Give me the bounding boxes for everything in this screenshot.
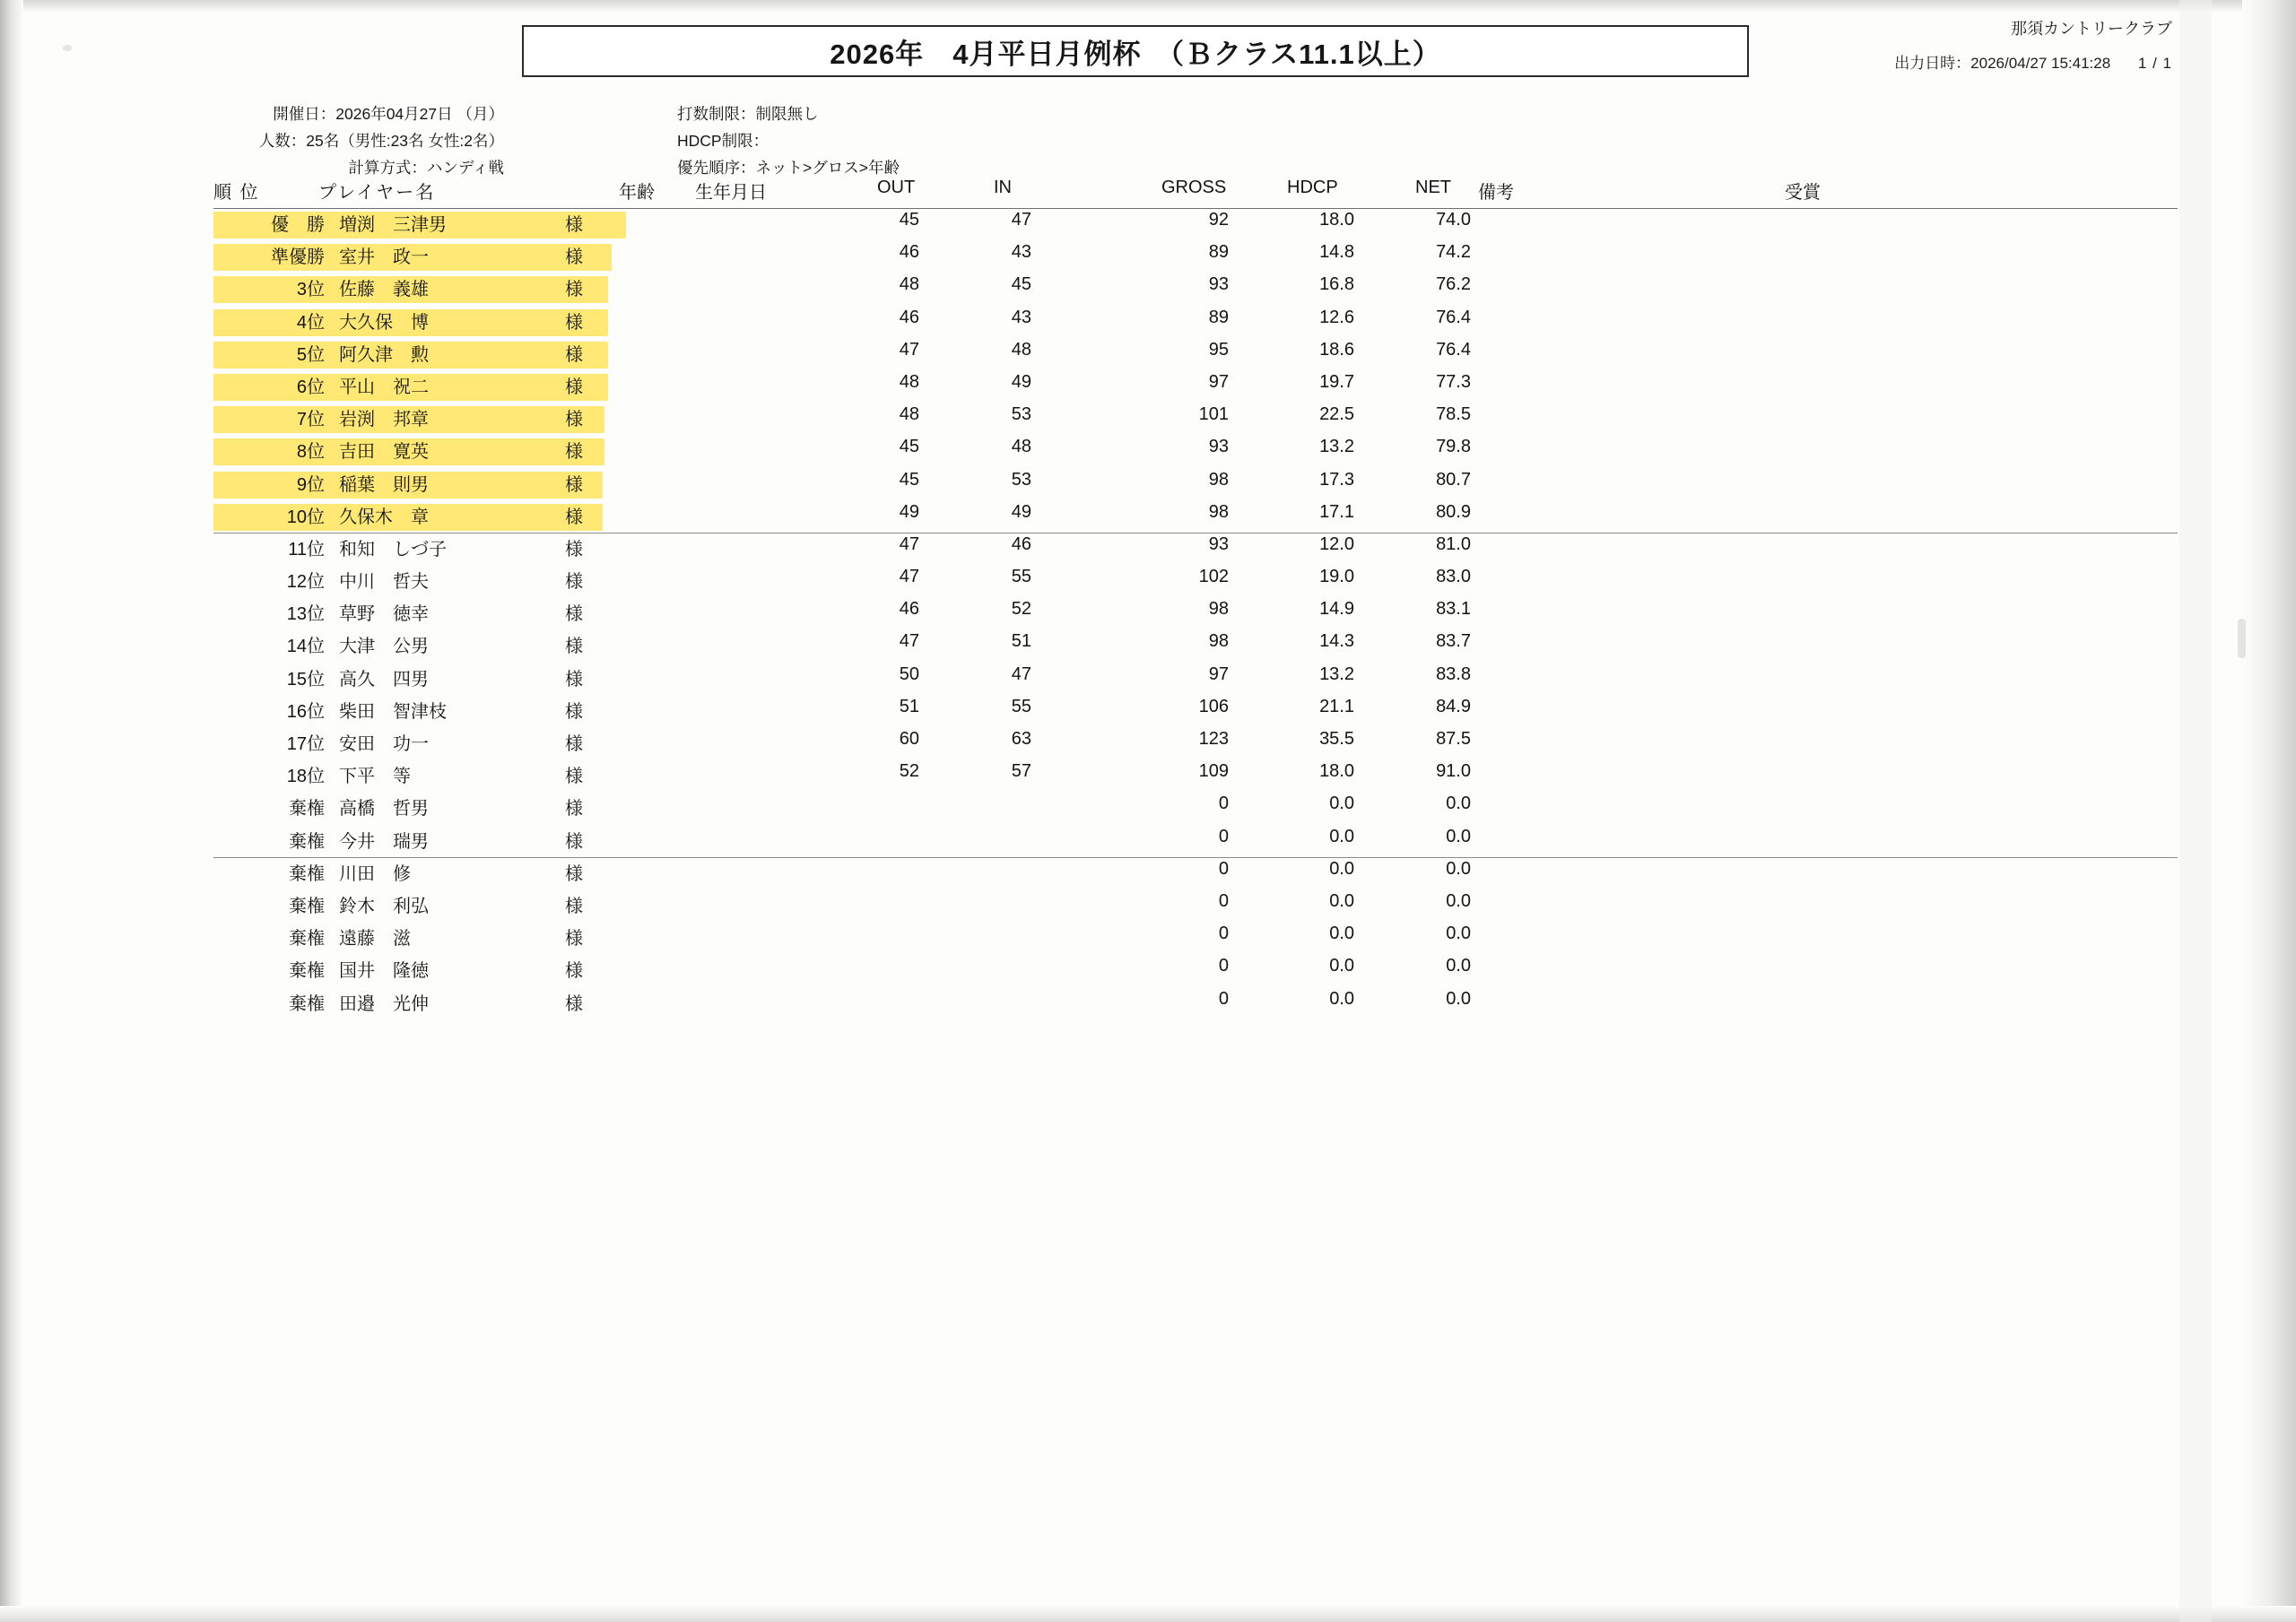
column-header-age: 年齢 bbox=[619, 183, 655, 203]
cell-hdcp: 19.7 bbox=[1319, 371, 1354, 392]
cell-rank: 16位 bbox=[286, 701, 325, 722]
cell-honorific: 様 bbox=[565, 799, 583, 820]
event-date: 開催日：2026年04月27日 （月） bbox=[273, 105, 504, 123]
page-title: 2026年 4月平日月例杯 （Ｂクラス11.1以上） bbox=[830, 38, 1441, 70]
table-row bbox=[0, 697, 2296, 729]
cell-hdcp: 14.9 bbox=[1319, 599, 1354, 620]
cell-rank: 15位 bbox=[286, 669, 325, 690]
cell-gross: 0 bbox=[1218, 826, 1229, 846]
event-calc-method: 計算方式：ハンディ戦 bbox=[348, 159, 504, 177]
table-row bbox=[0, 891, 2296, 924]
cell-in: 47 bbox=[1011, 664, 1031, 684]
cell-net: 83.0 bbox=[1436, 567, 1471, 587]
cell-out: 47 bbox=[899, 567, 919, 587]
table-row bbox=[0, 404, 2296, 437]
cell-gross: 0 bbox=[1218, 988, 1229, 1009]
cell-player-name: 増渕 三津男 bbox=[339, 215, 447, 235]
cell-hdcp: 21.1 bbox=[1319, 696, 1354, 716]
cell-rank: 9位 bbox=[296, 474, 325, 495]
cell-rank: 棄権 bbox=[289, 929, 325, 950]
cell-in: 48 bbox=[1011, 339, 1031, 360]
cell-player-name: 安田 功一 bbox=[339, 734, 429, 754]
table-row bbox=[0, 761, 2296, 794]
cell-in: 48 bbox=[1011, 437, 1031, 457]
cell-net: 91.0 bbox=[1436, 761, 1471, 782]
cell-out: 45 bbox=[899, 210, 919, 230]
cell-rank: 5位 bbox=[296, 344, 325, 365]
cell-hdcp: 14.3 bbox=[1319, 631, 1354, 652]
cell-in: 43 bbox=[1011, 307, 1031, 327]
cell-net: 0.0 bbox=[1446, 988, 1471, 1009]
cell-in: 46 bbox=[1011, 533, 1031, 554]
cell-in: 55 bbox=[1011, 567, 1031, 587]
cell-in: 51 bbox=[1011, 631, 1031, 652]
cell-player-name: 久保木 章 bbox=[339, 507, 429, 527]
cell-hdcp: 0.0 bbox=[1329, 988, 1354, 1009]
cell-player-name: 稲葉 則男 bbox=[339, 474, 429, 495]
cell-gross: 0 bbox=[1218, 858, 1229, 879]
column-header-rank: 順 位 bbox=[213, 183, 260, 203]
cell-in: 49 bbox=[1011, 371, 1031, 392]
cell-rank: 10位 bbox=[286, 507, 325, 527]
cell-player-name: 阿久津 勲 bbox=[339, 344, 429, 365]
table-row bbox=[0, 567, 2296, 599]
cell-honorific: 様 bbox=[565, 961, 583, 982]
cell-gross: 123 bbox=[1198, 729, 1229, 749]
cell-out: 48 bbox=[899, 404, 919, 425]
cell-in: 53 bbox=[1011, 404, 1031, 425]
cell-honorific: 様 bbox=[565, 993, 583, 1014]
cell-in: 53 bbox=[1011, 469, 1031, 490]
table-row bbox=[0, 210, 2296, 242]
table-row bbox=[0, 470, 2296, 502]
cell-hdcp: 0.0 bbox=[1329, 826, 1354, 846]
cell-gross: 97 bbox=[1208, 371, 1229, 392]
table-row bbox=[0, 631, 2296, 664]
cell-gross: 106 bbox=[1198, 696, 1229, 716]
cell-honorific: 様 bbox=[565, 831, 583, 852]
cell-player-name: 岩渕 邦章 bbox=[339, 410, 429, 430]
table-row bbox=[0, 502, 2296, 534]
cell-hdcp: 35.5 bbox=[1319, 729, 1354, 749]
cell-player-name: 和知 しづ子 bbox=[339, 539, 447, 559]
cell-out: 51 bbox=[899, 696, 919, 716]
cell-out: 48 bbox=[899, 371, 919, 392]
cell-rank: 3位 bbox=[296, 280, 325, 300]
cell-honorific: 様 bbox=[565, 734, 583, 754]
cell-rank: 13位 bbox=[286, 604, 325, 625]
cell-hdcp: 0.0 bbox=[1329, 890, 1354, 911]
cell-net: 0.0 bbox=[1446, 826, 1471, 846]
cell-rank: 棄権 bbox=[289, 863, 325, 884]
cell-rank: 4位 bbox=[296, 312, 325, 333]
event-meta-left bbox=[208, 100, 504, 181]
column-header-out: OUT bbox=[877, 178, 916, 197]
cell-player-name: 川田 修 bbox=[339, 863, 411, 884]
cell-hdcp: 18.0 bbox=[1319, 210, 1354, 230]
column-header-birth: 生年月日 bbox=[695, 183, 767, 203]
cell-rank: 17位 bbox=[286, 734, 325, 754]
cell-out: 46 bbox=[899, 307, 919, 327]
cell-gross: 93 bbox=[1208, 533, 1229, 554]
cell-net: 74.2 bbox=[1436, 242, 1471, 263]
cell-out: 47 bbox=[899, 339, 919, 360]
cell-out: 46 bbox=[899, 242, 919, 263]
cell-hdcp: 13.2 bbox=[1319, 437, 1354, 457]
cell-out: 47 bbox=[899, 533, 919, 554]
cell-honorific: 様 bbox=[565, 637, 583, 657]
cell-net: 79.8 bbox=[1436, 437, 1471, 457]
cell-gross: 0 bbox=[1218, 794, 1229, 814]
cell-hdcp: 14.8 bbox=[1319, 242, 1354, 263]
cell-net: 0.0 bbox=[1446, 858, 1471, 879]
cell-rank: 棄権 bbox=[289, 896, 325, 916]
cell-rank: 7位 bbox=[296, 410, 325, 430]
cell-in: 57 bbox=[1011, 761, 1031, 782]
table-row bbox=[0, 242, 2296, 274]
cell-gross: 98 bbox=[1208, 469, 1229, 490]
cell-gross: 101 bbox=[1198, 404, 1229, 425]
cell-player-name: 柴田 智津枝 bbox=[339, 701, 447, 722]
cell-gross: 97 bbox=[1208, 664, 1229, 684]
cell-rank: 優 勝 bbox=[271, 215, 325, 235]
cell-honorific: 様 bbox=[565, 863, 583, 884]
cell-player-name: 今井 瑞男 bbox=[339, 831, 429, 852]
table-row bbox=[0, 989, 2296, 1021]
cell-hdcp: 18.6 bbox=[1319, 339, 1354, 360]
stroke-limit: 打数制限：制限無し bbox=[677, 105, 819, 123]
cell-honorific: 様 bbox=[565, 669, 583, 690]
cell-rank: 14位 bbox=[286, 637, 325, 657]
cell-net: 0.0 bbox=[1446, 890, 1471, 911]
table-row bbox=[0, 924, 2296, 956]
cell-honorific: 様 bbox=[565, 312, 583, 333]
print-timestamp bbox=[1894, 50, 2172, 73]
table-row bbox=[0, 794, 2296, 826]
cell-gross: 93 bbox=[1208, 437, 1229, 457]
table-row bbox=[0, 340, 2296, 372]
cell-hdcp: 12.0 bbox=[1319, 533, 1354, 554]
table-row bbox=[0, 372, 2296, 404]
cell-gross: 98 bbox=[1208, 631, 1229, 652]
cell-gross: 89 bbox=[1208, 307, 1229, 327]
cell-honorific: 様 bbox=[565, 442, 583, 463]
table-row bbox=[0, 859, 2296, 891]
cell-in: 43 bbox=[1011, 242, 1031, 263]
cell-player-name: 田邉 光伸 bbox=[339, 993, 429, 1014]
cell-honorific: 様 bbox=[565, 410, 583, 430]
cell-honorific: 様 bbox=[565, 474, 583, 495]
cell-net: 84.9 bbox=[1436, 696, 1471, 716]
cell-honorific: 様 bbox=[565, 767, 583, 787]
cell-out: 45 bbox=[899, 469, 919, 490]
cell-in: 63 bbox=[1011, 729, 1031, 749]
cell-player-name: 高久 四男 bbox=[339, 669, 429, 690]
cell-rank: 棄権 bbox=[289, 961, 325, 982]
cell-player-name: 中川 哲夫 bbox=[339, 572, 429, 593]
results-rows bbox=[0, 210, 2296, 1021]
cell-gross: 89 bbox=[1208, 242, 1229, 263]
cell-out: 52 bbox=[899, 761, 919, 782]
cell-honorific: 様 bbox=[565, 507, 583, 527]
cell-rank: 8位 bbox=[296, 442, 325, 463]
cell-net: 77.3 bbox=[1436, 371, 1471, 392]
cell-net: 87.5 bbox=[1436, 729, 1471, 749]
column-header-hdcp: HDCP bbox=[1287, 178, 1338, 197]
cell-in: 55 bbox=[1011, 696, 1031, 716]
cell-honorific: 様 bbox=[565, 280, 583, 300]
results-table bbox=[0, 178, 2296, 1021]
cell-hdcp: 22.5 bbox=[1319, 404, 1354, 425]
table-row bbox=[0, 534, 2296, 567]
cell-honorific: 様 bbox=[565, 572, 583, 593]
cell-rank: 棄権 bbox=[289, 799, 325, 820]
cell-rank: 18位 bbox=[286, 767, 325, 787]
cell-player-name: 佐藤 義雄 bbox=[339, 280, 429, 300]
cell-player-name: 下平 等 bbox=[339, 767, 411, 787]
cell-out: 45 bbox=[899, 437, 919, 457]
cell-net: 76.2 bbox=[1436, 274, 1471, 295]
table-row bbox=[0, 437, 2296, 469]
cell-honorific: 様 bbox=[565, 539, 583, 559]
cell-net: 80.9 bbox=[1436, 501, 1471, 522]
cell-player-name: 大津 公男 bbox=[339, 637, 429, 657]
event-participants: 人数：25名（男性:23名 女性:2名） bbox=[258, 132, 504, 150]
cell-out: 49 bbox=[899, 501, 919, 522]
table-row bbox=[0, 599, 2296, 631]
cell-out: 50 bbox=[899, 664, 919, 684]
club-name: 那須カントリークラブ bbox=[2011, 20, 2172, 38]
column-header-remark: 備考 bbox=[1478, 183, 1514, 203]
cell-rank: 準優勝 bbox=[271, 247, 325, 268]
cell-honorific: 様 bbox=[565, 247, 583, 268]
cell-net: 83.7 bbox=[1436, 631, 1471, 652]
cell-hdcp: 0.0 bbox=[1329, 794, 1354, 814]
cell-net: 83.8 bbox=[1436, 664, 1471, 684]
column-header-gross: GROSS bbox=[1161, 178, 1227, 197]
column-header-award: 受賞 bbox=[1785, 183, 1821, 203]
cell-player-name: 草野 徳幸 bbox=[339, 604, 429, 625]
cell-hdcp: 0.0 bbox=[1329, 858, 1354, 879]
cell-in: 49 bbox=[1011, 501, 1031, 522]
cell-out: 48 bbox=[899, 274, 919, 295]
header-rule bbox=[213, 208, 2178, 209]
report-title-box bbox=[522, 25, 1749, 77]
cell-player-name: 国井 隆徳 bbox=[339, 961, 429, 982]
cell-player-name: 平山 祝二 bbox=[339, 377, 429, 397]
cell-in: 52 bbox=[1011, 599, 1031, 620]
page-edge-top bbox=[0, 0, 2296, 13]
cell-net: 76.4 bbox=[1436, 307, 1471, 327]
priority-order: 優先順序：ネット>グロス>年齢 bbox=[677, 159, 900, 177]
event-meta-mid bbox=[677, 100, 900, 181]
print-timestamp-label: 出力日時：2026/04/27 15:41:28 bbox=[1894, 55, 2111, 72]
cell-out: 47 bbox=[899, 631, 919, 652]
page-number: 1 / 1 bbox=[2137, 55, 2172, 72]
section-rule bbox=[213, 857, 2178, 858]
cell-hdcp: 13.2 bbox=[1319, 664, 1354, 684]
page-edge-bottom bbox=[0, 1606, 2296, 1622]
column-header-in: IN bbox=[994, 178, 1012, 197]
cell-hdcp: 0.0 bbox=[1329, 924, 1354, 944]
table-row bbox=[0, 827, 2296, 859]
cell-hdcp: 18.0 bbox=[1319, 761, 1354, 782]
cell-net: 0.0 bbox=[1446, 924, 1471, 944]
cell-hdcp: 0.0 bbox=[1329, 956, 1354, 976]
cell-player-name: 室井 政一 bbox=[339, 247, 429, 268]
cell-player-name: 吉田 寛英 bbox=[339, 442, 429, 463]
table-row bbox=[0, 956, 2296, 988]
cell-out: 46 bbox=[899, 599, 919, 620]
cell-gross: 102 bbox=[1198, 567, 1229, 587]
cell-gross: 0 bbox=[1218, 890, 1229, 911]
cell-player-name: 大久保 博 bbox=[339, 312, 429, 333]
cell-net: 81.0 bbox=[1436, 533, 1471, 554]
cell-in: 47 bbox=[1011, 210, 1031, 230]
cell-gross: 98 bbox=[1208, 501, 1229, 522]
cell-gross: 109 bbox=[1198, 761, 1229, 782]
cell-hdcp: 12.6 bbox=[1319, 307, 1354, 327]
cell-gross: 95 bbox=[1208, 339, 1229, 360]
column-header-net: NET bbox=[1415, 178, 1451, 197]
cell-gross: 0 bbox=[1218, 924, 1229, 944]
cell-net: 76.4 bbox=[1436, 339, 1471, 360]
cell-honorific: 様 bbox=[565, 896, 583, 916]
cell-player-name: 遠藤 滋 bbox=[339, 929, 411, 950]
cell-net: 0.0 bbox=[1446, 956, 1471, 976]
cell-gross: 92 bbox=[1208, 210, 1229, 230]
cell-gross: 93 bbox=[1208, 274, 1229, 295]
cell-player-name: 鈴木 利弘 bbox=[339, 896, 429, 916]
cell-net: 74.0 bbox=[1436, 210, 1471, 230]
cell-hdcp: 17.3 bbox=[1319, 469, 1354, 490]
cell-net: 83.1 bbox=[1436, 599, 1471, 620]
cell-honorific: 様 bbox=[565, 701, 583, 722]
table-row bbox=[0, 308, 2296, 340]
table-row bbox=[0, 274, 2296, 307]
cell-net: 0.0 bbox=[1446, 794, 1471, 814]
cell-net: 78.5 bbox=[1436, 404, 1471, 425]
cell-honorific: 様 bbox=[565, 929, 583, 950]
cell-honorific: 様 bbox=[565, 604, 583, 625]
cell-gross: 98 bbox=[1208, 599, 1229, 620]
cell-rank: 6位 bbox=[296, 377, 325, 397]
cell-gross: 0 bbox=[1218, 956, 1229, 976]
table-row bbox=[0, 664, 2296, 697]
table-row bbox=[0, 729, 2296, 761]
scan-speck bbox=[63, 45, 72, 51]
cell-rank: 12位 bbox=[286, 572, 325, 593]
table-header-row bbox=[0, 178, 2296, 210]
cell-out: 60 bbox=[899, 729, 919, 749]
cell-hdcp: 17.1 bbox=[1319, 501, 1354, 522]
column-header-player: プレイヤー名 bbox=[318, 183, 436, 203]
cell-net: 80.7 bbox=[1436, 469, 1471, 490]
cell-honorific: 様 bbox=[565, 344, 583, 365]
cell-rank: 棄権 bbox=[289, 831, 325, 852]
cell-honorific: 様 bbox=[565, 377, 583, 397]
cell-hdcp: 19.0 bbox=[1319, 567, 1354, 587]
cell-player-name: 高橋 哲男 bbox=[339, 799, 429, 820]
cell-in: 45 bbox=[1011, 274, 1031, 295]
cell-honorific: 様 bbox=[565, 215, 583, 235]
hdcp-limit: HDCP制限： bbox=[677, 132, 770, 150]
cell-hdcp: 16.8 bbox=[1319, 274, 1354, 295]
cell-rank: 棄権 bbox=[289, 993, 325, 1014]
cell-rank: 11位 bbox=[288, 539, 325, 559]
